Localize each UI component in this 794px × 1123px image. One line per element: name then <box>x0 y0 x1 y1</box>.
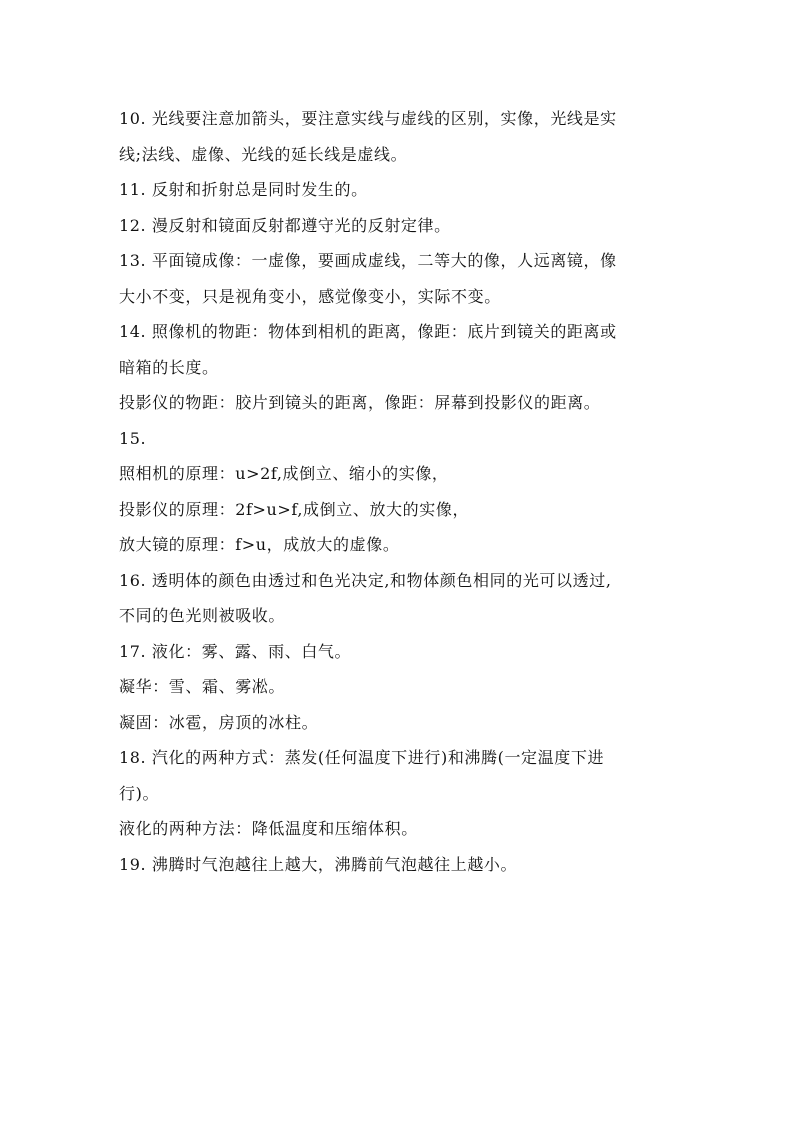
text-line: 照相机的原理：u>2f,成倒立、缩小的实像， <box>119 464 449 483</box>
text-line: 行)。 <box>119 783 160 803</box>
text-line: 12. 漫反射和镜面反射都遵守光的反射定律。 <box>119 215 451 235</box>
text-line: 液化的两种方法：降低温度和压缩体积。 <box>119 819 418 838</box>
text-line: 线;法线、虚像、光线的延长线是虚线。 <box>119 144 408 164</box>
text-line: 18. 汽化的两种方式：蒸发(任何温度下进行)和沸腾(一定温度下进 <box>119 748 605 767</box>
text-line: 大小不变，只是视角变小，感觉像变小，实际不变。 <box>119 286 501 306</box>
text-line: 放大镜的原理：f>u，成放大的虚像。 <box>119 535 400 554</box>
text-line: 凝华：雪、霜、雾凇。 <box>119 677 286 696</box>
text-line: 15. <box>119 428 147 448</box>
text-line: 14. 照像机的物距：物体到相机的距离，像距：底片到镜关的距离或 <box>119 322 617 341</box>
text-line: 暗箱的长度。 <box>119 357 219 377</box>
text-line: 19. 沸腾时气泡越往上越大，沸腾前气泡越往上越小。 <box>119 854 518 874</box>
text-line: 投影仪的原理：2f>u>f,成倒立、放大的实像， <box>119 499 470 519</box>
text-line: 17. 液化：雾、露、雨、白气。 <box>119 641 352 661</box>
text-line: 不同的色光则被吸收。 <box>119 606 286 625</box>
text-line: 11. 反射和折射总是同时发生的。 <box>119 180 368 199</box>
text-line: 16. 透明体的颜色由透过和色光决定,和物体颜色相同的光可以透过, <box>119 570 612 590</box>
text-line: 13. 平面镜成像：一虚像，要画成虚线，二等大的像，人远离镜，像 <box>119 251 617 270</box>
text-line: 投影仪的物距：胶片到镜头的距离，像距：屏幕到投影仪的距离。 <box>119 393 601 412</box>
text-line: 10. 光线要注意加箭头，要注意实线与虚线的区别，实像，光线是实 <box>119 109 617 128</box>
document-body <box>119 101 689 882</box>
text-line: 凝固：冰雹，房顶的冰柱。 <box>119 712 319 732</box>
